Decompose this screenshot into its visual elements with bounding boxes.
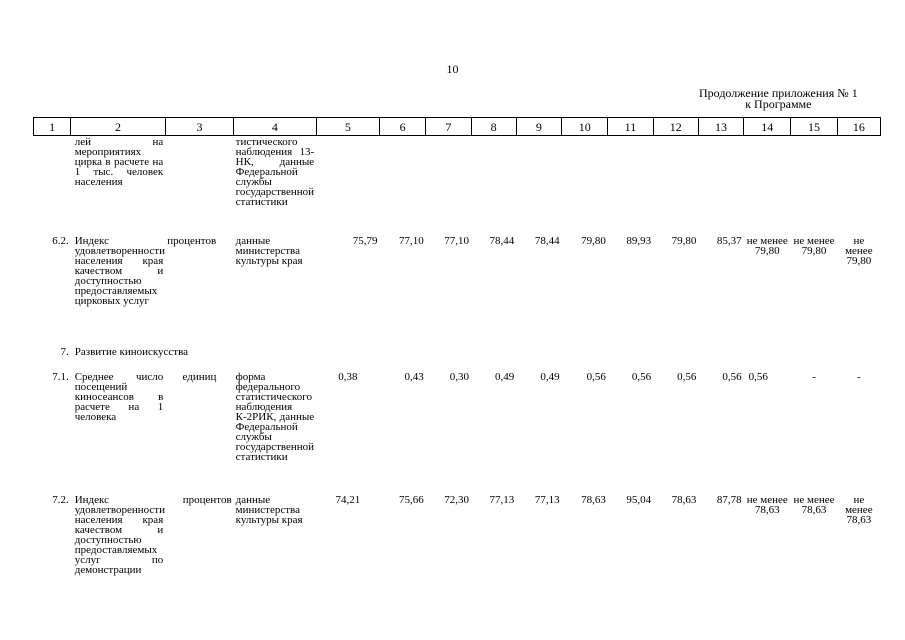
value-cell: 0,56: [586, 371, 606, 383]
value-cell: 0,30: [449, 371, 470, 383]
table-row: [34, 235, 881, 344]
value-cell: 95,04: [626, 494, 652, 506]
value-cell: 75,79: [352, 235, 378, 247]
value-cell: 75,66: [399, 494, 424, 506]
value-cell: 0,49: [540, 371, 560, 383]
value-cell: 77,13: [489, 494, 515, 506]
header-cell: 6: [380, 118, 426, 136]
header-cell: 7: [426, 118, 471, 136]
value-cell: не менее 78,63: [746, 494, 788, 516]
value-cell: не менее 78,63: [845, 494, 873, 526]
value-cell: не менее 78,63: [793, 494, 835, 516]
row-number: 6.2.: [52, 235, 69, 247]
indicator-name: Среднее число посещений киносеансов в расчете на 1 человека: [74, 371, 164, 423]
value-cell: 0,38: [338, 371, 358, 383]
row-number: 7.1.: [52, 371, 69, 383]
header-cell: 14: [744, 118, 791, 136]
indicator-name: Индекс удовлетворенности населения края качеством и доступностью предоставляемых услуг по демонстрации: [74, 494, 165, 576]
value-cell: 77,10: [399, 235, 424, 247]
header-row: [34, 118, 881, 136]
continuation-line1: Продолжение приложения № 1: [699, 86, 858, 100]
value-cell: 78,44: [489, 235, 515, 247]
header-cell: 13: [698, 118, 743, 136]
value-cell: 77,10: [444, 235, 470, 247]
row-number: 7.2.: [52, 494, 69, 506]
value-cell: 0,56: [631, 371, 652, 383]
header-cell: 2: [71, 118, 166, 136]
value-cell: 87,78: [716, 494, 742, 506]
value-cell: 0,56: [722, 371, 742, 383]
value-cell: 78,63: [671, 494, 697, 506]
continuation-line2: к Программе: [745, 97, 812, 111]
value-cell: не менее 79,80: [845, 235, 873, 267]
value-cell: 85,37: [716, 235, 742, 247]
header-cell: 12: [653, 118, 698, 136]
data-source: тистического наблюдения 13-НК, данные Федеральной службы государственной статистики: [235, 136, 315, 208]
data-source: данные министерства культуры края: [235, 235, 303, 267]
value-cell: -: [856, 371, 861, 383]
value-cell: 77,13: [534, 494, 560, 506]
value-cell: 78,44: [534, 235, 560, 247]
value-cell: 79,80: [581, 235, 606, 247]
value-cell: 0,56: [748, 371, 768, 383]
data-source: форма федерального статистического наблюдения К-2РИК, данные Федеральной службы государственной статистики: [235, 371, 315, 463]
value-cell: 78,63: [581, 494, 606, 506]
data-source: данные министерства культуры края: [235, 494, 303, 526]
value-cell: 0,43: [404, 371, 424, 383]
indicators-table: [33, 117, 881, 595]
value-cell: 0,49: [495, 371, 515, 383]
header-cell: 5: [316, 118, 379, 136]
header-cell: 15: [791, 118, 837, 136]
unit: единиц: [182, 371, 217, 383]
value-cell: не менее 79,80: [746, 235, 788, 257]
header-cell: 10: [562, 118, 608, 136]
header-cell: 9: [516, 118, 561, 136]
value-cell: 79,80: [671, 235, 697, 247]
table-row: [34, 344, 881, 371]
value-cell: 89,93: [626, 235, 652, 247]
page-number: 10: [446, 62, 459, 76]
value-cell: -: [812, 371, 816, 383]
header-cell: 3: [165, 118, 233, 136]
continuation-note: [699, 88, 858, 110]
indicator-name: лей на мероприятиях цирка в расчете на 1 тыс. человек населения: [74, 136, 164, 188]
unit: процентов: [167, 235, 217, 247]
header-cell: 4: [234, 118, 316, 136]
header-cell: 11: [608, 118, 653, 136]
value-cell: 0,56: [677, 371, 697, 383]
unit: процентов: [182, 494, 232, 506]
table-row: [34, 494, 881, 595]
value-cell: не менее 79,80: [793, 235, 835, 257]
value-cell: 72,30: [444, 494, 470, 506]
indicator-name: Индекс удовлетворенности населения края качеством и доступностью предоставляемых цирковых услуг: [74, 235, 165, 307]
table-row: [34, 136, 881, 236]
row-number: 7.: [60, 346, 69, 358]
section-title: Развитие киноискусства: [74, 346, 189, 358]
value-cell: 74,21: [335, 494, 361, 506]
header-cell: 16: [837, 118, 880, 136]
header-cell: 1: [34, 118, 71, 136]
header-cell: 8: [471, 118, 516, 136]
table-row: [34, 371, 881, 494]
